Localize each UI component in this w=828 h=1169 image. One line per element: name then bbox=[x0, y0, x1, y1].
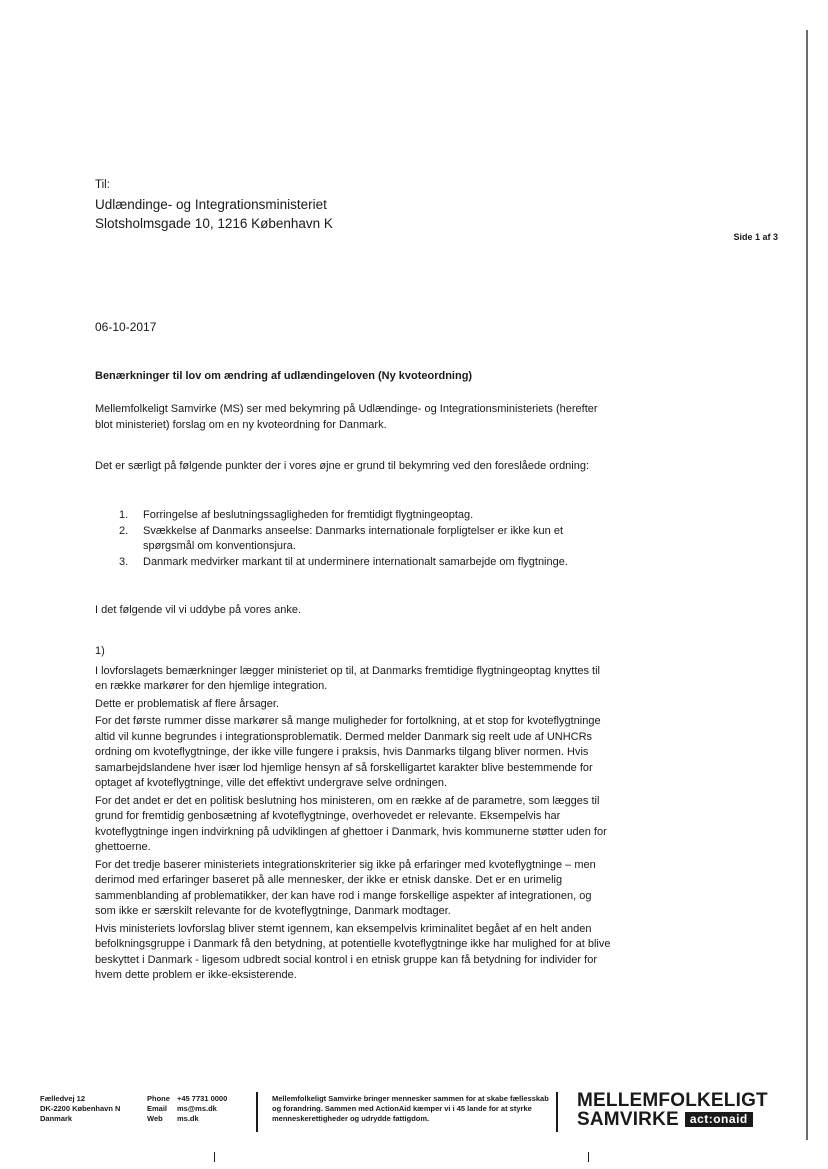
section-paragraph: I lovforslagets bemærkninger lægger ministeriet op til, at Danmarks fremtidige flygtningeoptag knyttes til en række markører for den hjemlige integration. bbox=[95, 664, 601, 692]
section-paragraph: For det andet er det en politisk beslutning hos ministeren, om en række af de parametre, som lægges til grund for fremtidig genbosætning af kvoteflygtninge, overhovedet er relevante. Eksempelvis har kvoteflygtninge ingen indvirkning på udviklingen af ghettoer i Danmark, hvis kommunerne støtter uden for ghettoerne. bbox=[95, 794, 607, 853]
concern-list bbox=[95, 508, 615, 570]
phone-number: +45 7731 0000 bbox=[177, 1094, 228, 1103]
list-item: 3. Danmark medvirker markant til at underminere internationalt samarbejde om flygtninge. bbox=[119, 555, 568, 568]
recipient-block bbox=[95, 176, 333, 233]
ms-logo: MELLEMFOLKELIGT SAMVIRKE act:onaid bbox=[577, 1090, 768, 1130]
recipient-name: Udlændinge- og Integrationsministeriet bbox=[95, 197, 327, 212]
list-item: 1. Forringelse af beslutningssagligheden for fremtidigt flygtningeoptag. bbox=[119, 509, 474, 521]
web-link[interactable]: ms.dk bbox=[177, 1114, 199, 1123]
actionaid-badge: act:onaid bbox=[685, 1112, 753, 1127]
footer-address: Fælledvej 12 DK-2200 København N Danmark bbox=[40, 1094, 121, 1123]
section-paragraph: For det tredje baserer ministeriets integrationskriterier sig ikke på erfaringer med kvoteflygtninge – men derimod med erfaringer baseret på alle mennesker, der ikke er etnisk danske. Det er en urimelig sammenblanding af problematikker, der kan have rod i mange forskellige aspekter af integrationen, og som ikke er særskilt relevante for de kvoteflygtninge, Danmark modtager. bbox=[95, 858, 596, 917]
section-paragraph: For det første rummer disse markører så mange muligheder for fortolkning, at et stop for kvoteflygtninge altid vil kunne begrundes i integrationsproblematik. Dermed melder Danmark sig reelt ude af UNHCRs ordning om kvoteflygtninge, der ikke ville fungere i praksis, hvis Danmarks tilgang bliver normen. Hvis samarbejdslandene hver især lod hjemlige hensyn af så forskelligartet karakter blive bestemmende for optaget af kvoteflygtninge, ville det effektivt undergrave selve ordningen. bbox=[95, 715, 601, 789]
scan-edge-line bbox=[806, 30, 808, 1140]
list-item: 2. Svækkelse af Danmarks anseelse: Danmarks internationale forpligtelser er ikke kun et spørgsmål om konventionsjura. bbox=[119, 524, 564, 552]
intro-paragraph-2: Det er særligt på følgende punkter der i vores øjne er grund til bekymring ved den foreslåede ordning: bbox=[95, 460, 590, 472]
footer-mission: Mellemfolkeligt Samvirke bringer mennesker sammen for at skabe fællesskab og forandring. Sammen med ActionAid kæmper vi i 45 lande for at styrke menneskerettigheder og udrydde fattigdom. bbox=[272, 1094, 549, 1123]
letter-heading: Benærkninger til lov om ændring af udlændingeloven (Ny kvoteordning) bbox=[95, 370, 473, 382]
section-paragraph: Hvis ministeriets lovforslag bliver stemt igennem, kan eksempelvis kriminalitet begået af en helt anden befolkningsgruppe i Danmark få den betydning, at potentielle kvoteflygtninge ikke har mulighed for at blive beskyttet i Danmark - ligesom udbredt social kontrol i en etnisk gruppe kan få betydning for individer for hvem dette problem er ikke-eksisterende. bbox=[95, 922, 611, 981]
footer-contact: Phone +45 7731 0000 Email ms@ms.dk Web ms.dk bbox=[147, 1094, 228, 1123]
page-number: Side 1 af 3 bbox=[733, 232, 778, 242]
section-1 bbox=[95, 644, 615, 986]
recipient-address: Slotsholmsgade 10, 1216 København K bbox=[95, 216, 333, 231]
transition-paragraph: I det følgende vil vi uddybe på vores anke. bbox=[95, 604, 302, 616]
footer-divider bbox=[256, 1092, 258, 1132]
fold-mark bbox=[588, 1152, 589, 1162]
footer-divider bbox=[556, 1092, 558, 1132]
section-number: 1) bbox=[95, 645, 105, 657]
fold-mark bbox=[214, 1152, 215, 1162]
email-link[interactable]: ms@ms.dk bbox=[177, 1104, 217, 1113]
letter-date: 06-10-2017 bbox=[95, 320, 157, 334]
section-paragraph: Dette er problematisk af flere årsager. bbox=[95, 697, 280, 710]
recipient-label: Til: bbox=[95, 179, 110, 191]
intro-paragraph-1: Mellemfolkeligt Samvirke (MS) ser med bekymring på Udlændinge- og Integrationsministeriets (herefter blot ministeriet) forslag om en ny kvoteordning for Danmark. bbox=[95, 403, 598, 431]
